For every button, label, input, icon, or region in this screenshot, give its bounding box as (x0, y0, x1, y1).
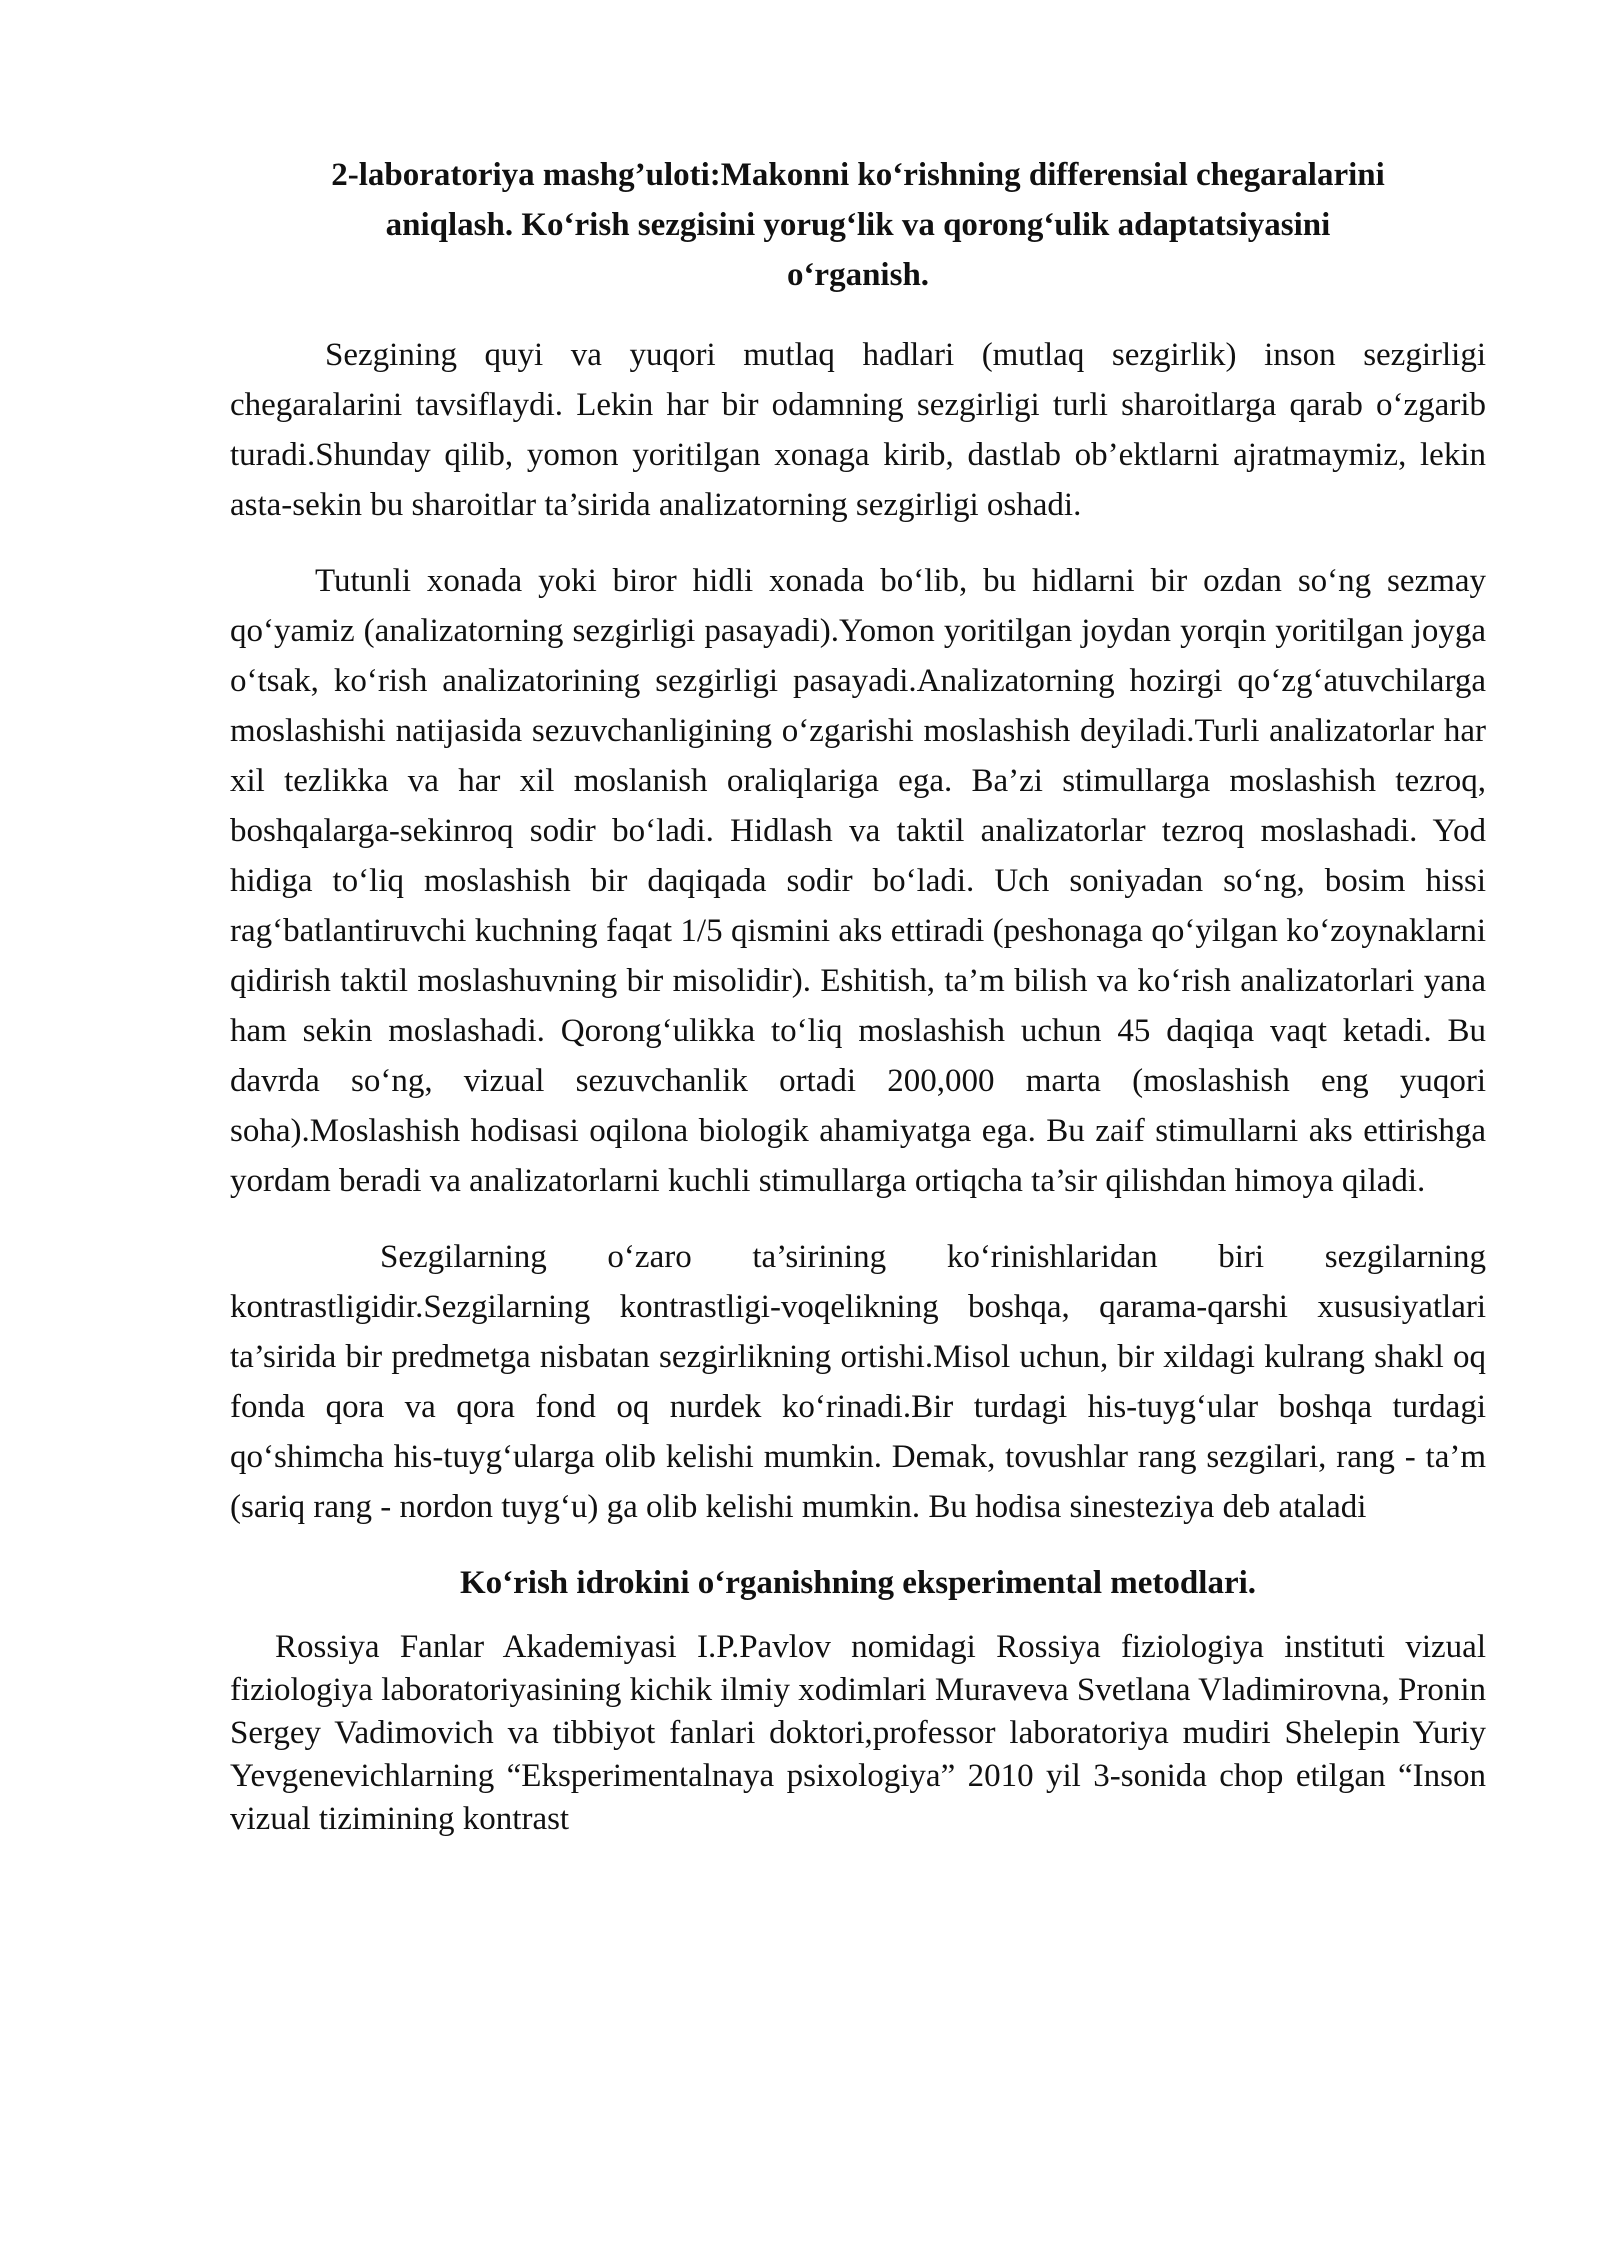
paragraph-sensitivity-thresholds: Sezgining quyi va yuqori mutlaq hadlari (mutlaq sezgirlik) inson sezgirligi chegaralarini tavsiflaydi. Lekin har bir odamning sezgirligi turli sharoitlarga qarab o‘zgarib turadi.Shunday qilib, yomon yoritilgan xonaga kirib, dastlab ob’ektlarni ajratmaymiz, lekin asta-sekin bu sharoitlar ta’sirida analizatorning sezgirligi oshadi. (230, 337, 1486, 523)
document-page (230, 150, 1486, 1841)
paragraph-adaptation: Tutunli xonada yoki biror hidli xonada bo‘lib, bu hidlarni bir ozdan so‘ng sezmay qo‘yamiz (analizatorning sezgirligi pasayadi).Yomon yoritilgan joydan yorqin yoritilgan joyga o‘tsak, ko‘rish analizatorining sezgirligi pasayadi.Analizatorning hozirgi qo‘zg‘atuvchilarga moslashishi natijasida sezuvchanligining o‘zgarishi moslashish deyiladi.Turli analizatorlar har xil tezlikka va har xil moslanish oraliqlariga ega. Ba’zi stimullarga moslashish tezroq, boshqalarga-sekinroq sodir bo‘ladi. Hidlash va taktil analizatorlar tezroq moslashadi. Yod hidiga to‘liq moslashish bir daqiqada sodir bo‘ladi. Uch soniyadan so‘ng, bosim hissi rag‘batlantiruvchi kuchning faqat 1/5 qismini aks ettiradi (peshonaga qo‘yilgan ko‘zoynaklarni qidirish taktil moslashuvning bir misolidir). Eshitish, ta’m bilish va ko‘rish analizatorlari yana ham sekin moslashadi. Qorong‘ulikka to‘liq moslashish uchun 45 daqiqa vaqt ketadi. Bu davrda so‘ng, vizual sezuvchanlik ortadi 200,000 marta (moslashish eng yuqori soha).Moslashish hodisasi oqilona biologik ahamiyatga ega. Bu zaif stimullarni aks ettirishga yordam beradi va analizatorlarni kuchli stimullarga ortiqcha ta’sir qilishdan himoya qiladi. (230, 563, 1486, 1199)
paragraph-research: Rossiya Fanlar Akademiyasi I.P.Pavlov nomidagi Rossiya fiziologiya instituti vizual fiziologiya laboratoriyasining kichik ilmiy xodimlari Muraveva Svetlana Vladimirovna, Pronin Sergey Vadimovich va tibbiyot fanlari doktori,professor laboratoriya mudiri Shelepin Yuriy Yevgenevichlarning “Eksperimentalnaya psixologiya” 2010 yil 3-sonida chop etilgan “Inson vizual tizimining kontrast (230, 1629, 1486, 1837)
title-line-2: aniqlash. Ko‘rish sezgisini yorug‘lik va qorong‘ulik adaptatsiyasini (385, 207, 1331, 243)
paragraph-contrast: Sezgilarning o‘zaro ta’sirining ko‘rinishlaridan biri sezgilarning kontrastligidir.Sezgilarning kontrastligi-voqelikning boshqa, qarama-qarshi xususiyatlari ta’sirida bir predmetga nisbatan sezgirlikning ortishi.Misol uchun, bir xildagi kulrang shakl oq fonda qora va qora fond oq nurdek ko‘rinadi.Bir turdagi his-tuyg‘ular boshqa turdagi qo‘shimcha his-tuyg‘ularga olib kelishi mumkin. Demak, tovushlar rang sezgilari, rang - ta’m (sariq rang - nordon tuyg‘u) ga olib kelishi mumkin. Bu hodisa sinesteziya deb ataladi (230, 1239, 1486, 1525)
document-title (230, 150, 1486, 300)
section-heading: Ko‘rish idrokini o‘rganishning eksperimental metodlari. (459, 1565, 1257, 1601)
title-line-3: o‘rganish. (786, 257, 930, 293)
title-line-1: 2-laboratoriya mashg’uloti:Makonni ko‘rishning differensial chegaralarini (331, 157, 1385, 193)
